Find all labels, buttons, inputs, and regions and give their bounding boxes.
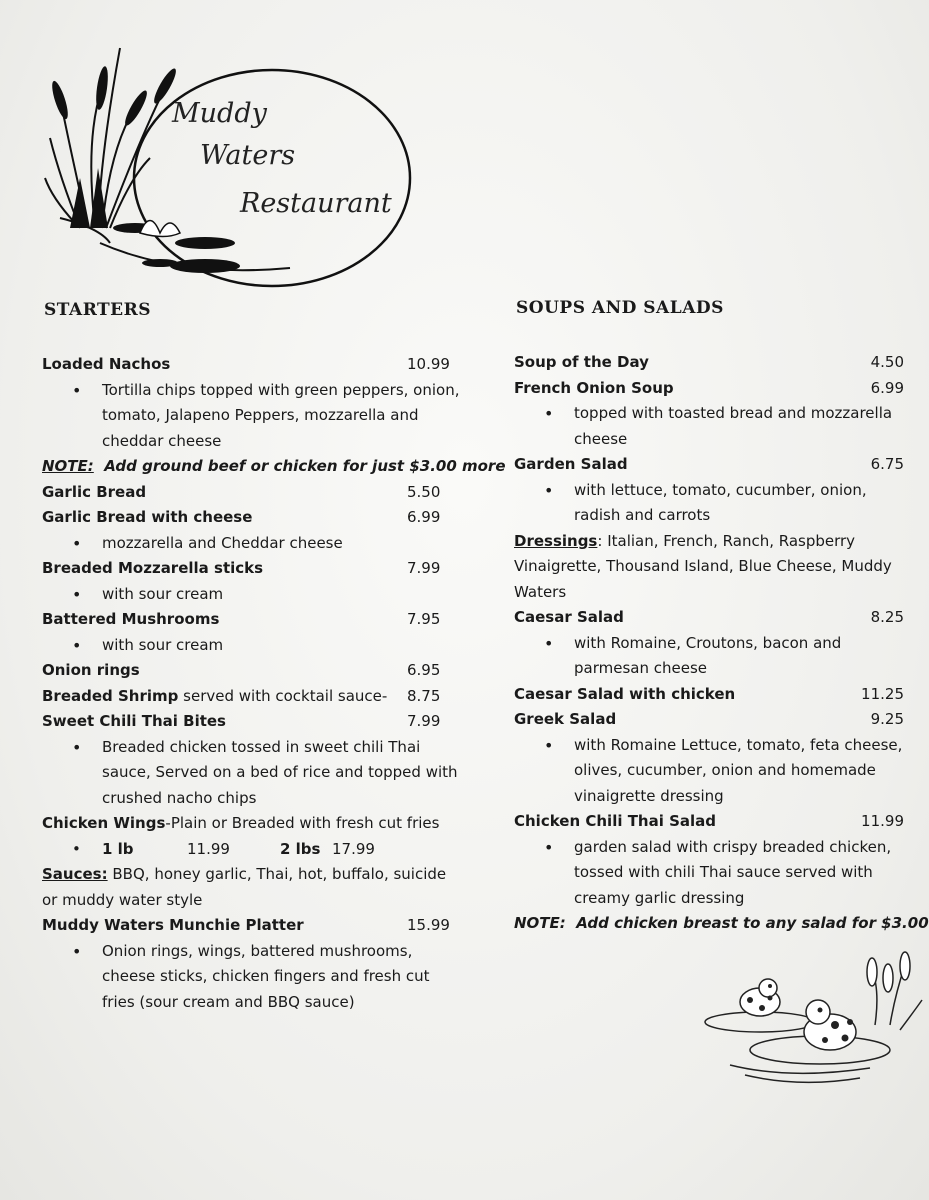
- item-description: • Onion rings, wings, battered mushrooms, cheese sticks, chicken fingers and fresh cut fries (sour cream and BBQ sauce): [42, 939, 462, 1016]
- menu-item-onion-rings: Onion rings 6.95: [42, 661, 441, 679]
- menu-item-caesar-chicken: Caesar Salad with chicken 11.25: [514, 684, 904, 703]
- menu-item-breaded-shrimp: Breaded Shrimp served with cocktail sauce- 8.75: [42, 686, 441, 705]
- menu-item-munchie-platter: Muddy Waters Munchie Platter 15.99: [42, 916, 450, 934]
- menu-item-battered-mushrooms: Battered Mushrooms 7.95: [42, 610, 441, 628]
- starters-heading: STARTERS: [44, 300, 152, 320]
- starters-note: NOTE: Add ground beef or chicken for just $3.00 more: [42, 457, 506, 475]
- logo-line-restaurant: Restaurant: [240, 188, 392, 219]
- menu-item-garlic-bread: Garlic Bread 5.50: [42, 482, 441, 501]
- menu-item-chicken-wings: Chicken Wings-Plain or Breaded with fresh cut fries: [42, 814, 440, 832]
- item-description: • with Romaine, Croutons, bacon and parmesan cheese: [514, 631, 912, 682]
- menu-item-thai-salad: Chicken Chili Thai Salad 11.99: [514, 812, 904, 830]
- restaurant-logo: [40, 28, 420, 288]
- menu-item-loaded-nachos: Loaded Nachos 10.99: [42, 355, 450, 373]
- item-description: • topped with toasted bread and mozzarella cheese: [514, 401, 912, 452]
- item-description: • garden salad with crispy breaded chicken, tossed with chili Thai sauce served with creamy garlic dressing: [514, 835, 912, 912]
- menu-item-thai-bites: Sweet Chili Thai Bites 7.99: [42, 712, 441, 730]
- sauces-list: Sauces: BBQ, honey garlic, Thai, hot, buffalo, suicide or muddy water style: [42, 865, 447, 909]
- frogs-illustration: [700, 950, 925, 1090]
- menu-item-garden-salad: Garden Salad 6.75: [514, 455, 904, 473]
- menu-item-greek-salad: Greek Salad 9.25: [514, 710, 904, 728]
- item-description: • mozzarella and Cheddar cheese: [42, 531, 462, 557]
- soups-heading: SOUPS AND SALADS: [516, 298, 724, 318]
- wings-prices: • 1 lb 11.99 2 lbs 17.99: [42, 837, 462, 863]
- salads-note: NOTE: Add chicken breast to any salad for $3.00: [514, 914, 929, 932]
- logo-line-muddy: Muddy: [172, 98, 267, 129]
- menu-item-mozzarella-sticks: Breaded Mozzarella sticks 7.99: [42, 559, 441, 577]
- menu-item-french-onion: French Onion Soup 6.99: [514, 378, 904, 397]
- starters-column: [42, 300, 506, 1015]
- menu-item-garlic-bread-cheese: Garlic Bread with cheese 6.99: [42, 508, 441, 526]
- item-description: • with sour cream: [42, 582, 462, 608]
- frog-icon: [700, 950, 925, 1090]
- item-description: • with Romaine Lettuce, tomato, feta cheese, olives, cucumber, onion and homemade vinaigrette dressing: [514, 733, 912, 810]
- logo-line-waters: Waters: [200, 140, 296, 171]
- dressings-list: Dressings: Italian, French, Ranch, Raspberry Vinaigrette, Thousand Island, Blue Cheese, Muddy Waters: [514, 531, 892, 601]
- menu-item-soup-of-the-day: Soup of the Day 4.50: [514, 353, 904, 371]
- soups-salads-column: [514, 298, 929, 937]
- item-description: • Tortilla chips topped with green peppers, onion, tomato, Jalapeno Peppers, mozzarella and cheddar cheese: [42, 378, 462, 455]
- menu-item-caesar-salad: Caesar Salad 8.25: [514, 608, 904, 626]
- item-description: • with lettuce, tomato, cucumber, onion, radish and carrots: [514, 478, 912, 529]
- item-description: • with sour cream: [42, 633, 462, 659]
- item-description: • Breaded chicken tossed in sweet chili Thai sauce, Served on a bed of rice and topped with crushed nacho chips: [42, 735, 462, 812]
